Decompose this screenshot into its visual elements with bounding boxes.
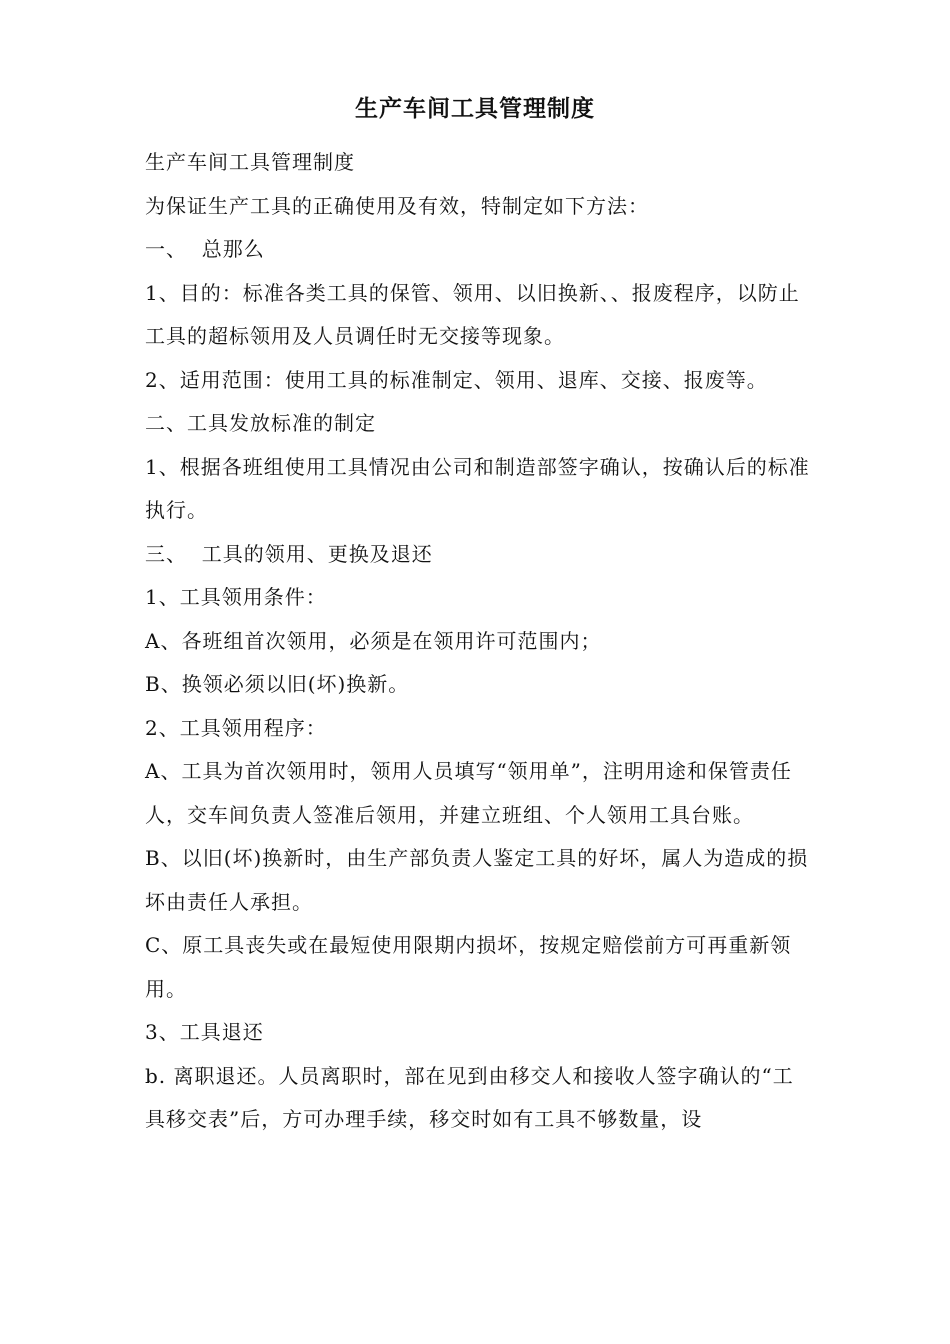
section-heading-3: 三、 工具的领用、更换及退还 [145,541,433,566]
section-heading-2: 二、工具发放标准的制定 [145,411,376,435]
document-body [145,141,810,1142]
paragraph-procedure-heading: 2、工具领用程序： [145,715,327,740]
paragraph-procedure-b: B、以旧(坏)换新时，由生产部负责人鉴定工具的好坏，属人为造成的损坏由责任人承担。 [145,846,809,914]
paragraph-conditions-heading: 1、工具领用条件： [145,585,327,609]
paragraph-purpose: 1、目的：标准各类工具的保管、领用、以旧换新、、报废程序，以防止工具的超标领用及人员调任时无交接等现象。 [145,280,800,348]
paragraph-standard-basis: 1、根据各班组使用工具情况由公司和制造部签字确认，按确认后的标准执行。 [145,454,810,522]
paragraph-return-b: b. 离职退还。人员离职时，部在见到由移交人和接收人签字确认的“工具移交表”后，方可办理手续，移交时如有工具不够数量，设 [145,1063,794,1131]
paragraph-subtitle: 生产车间工具管理制度 [145,150,355,174]
paragraph-intro: 为保证生产工具的正确使用及有效，特制定如下方法： [145,193,649,218]
paragraph-condition-b: B、换领必须以旧(坏)换新。 [145,672,410,696]
paragraph-condition-a: A、各班组首次领用，必须是在领用许可范围内； [145,628,602,653]
section-heading-1: 一、 总那么 [145,237,265,261]
document-title: 生产车间工具管理制度 [355,96,595,122]
paragraph-procedure-c: C、原工具丧失或在最短使用限期内损坏，按规定赔偿前方可再重新领用。 [145,933,792,1001]
paragraph-scope: 2、适用范围：使用工具的标准制定、领用、退库、交接、报废等。 [145,367,768,392]
paragraph-return-heading: 3、工具退还 [145,1020,264,1044]
paragraph-procedure-a: A、工具为首次领用时，领用人员填写“领用单”，注明用途和保管责任人，交车间负责人签准后领用，并建立班组、个人领用工具台账。 [145,759,792,827]
